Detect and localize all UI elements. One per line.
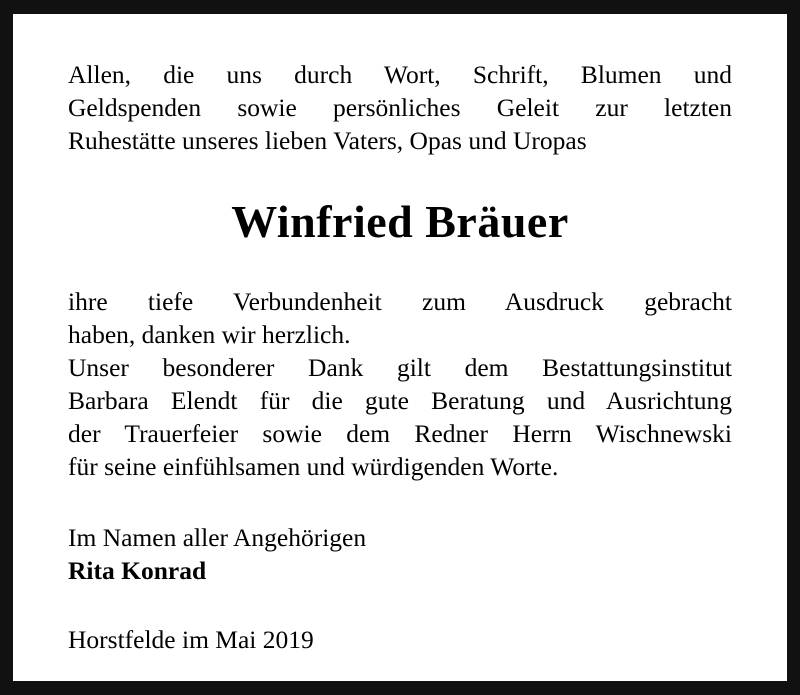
signature-name: Rita Konrad xyxy=(68,556,207,585)
body-paragraph xyxy=(68,285,732,483)
intro-line-1: Allen, die uns durch Wort, Schrift, Blumen und xyxy=(68,60,732,89)
body-line-5: der Trauerfeier sowie dem Redner Herrn Wischnewski xyxy=(68,419,732,448)
body-line-1: ihre tiefe Verbundenheit zum Ausdruck gebracht xyxy=(68,287,732,316)
intro-paragraph xyxy=(68,58,732,157)
intro-line-2: Geldspenden sowie persönliches Geleit zur letzten xyxy=(68,93,732,122)
notice-content xyxy=(13,58,787,656)
closing-line: Im Namen aller Angehörigen xyxy=(68,523,367,552)
body-line-3: Unser besonderer Dank gilt dem Bestattungsinstitut xyxy=(68,353,732,382)
body-line-4: Barbara Elendt für die gute Beratung und Ausrichtung xyxy=(68,386,732,415)
body-line-2: haben, danken wir herzlich. xyxy=(68,320,351,349)
deceased-name: Winfried Bräuer xyxy=(231,196,569,247)
intro-line-3: Ruhestätte unseres lieben Vaters, Opas und Uropas xyxy=(68,126,587,155)
closing-block xyxy=(68,521,732,587)
deceased-name-block xyxy=(68,195,732,249)
place-and-date: Horstfelde im Mai 2019 xyxy=(68,625,314,654)
body-line-6: für seine einfühlsamen und würdigenden Worte. xyxy=(68,452,559,481)
